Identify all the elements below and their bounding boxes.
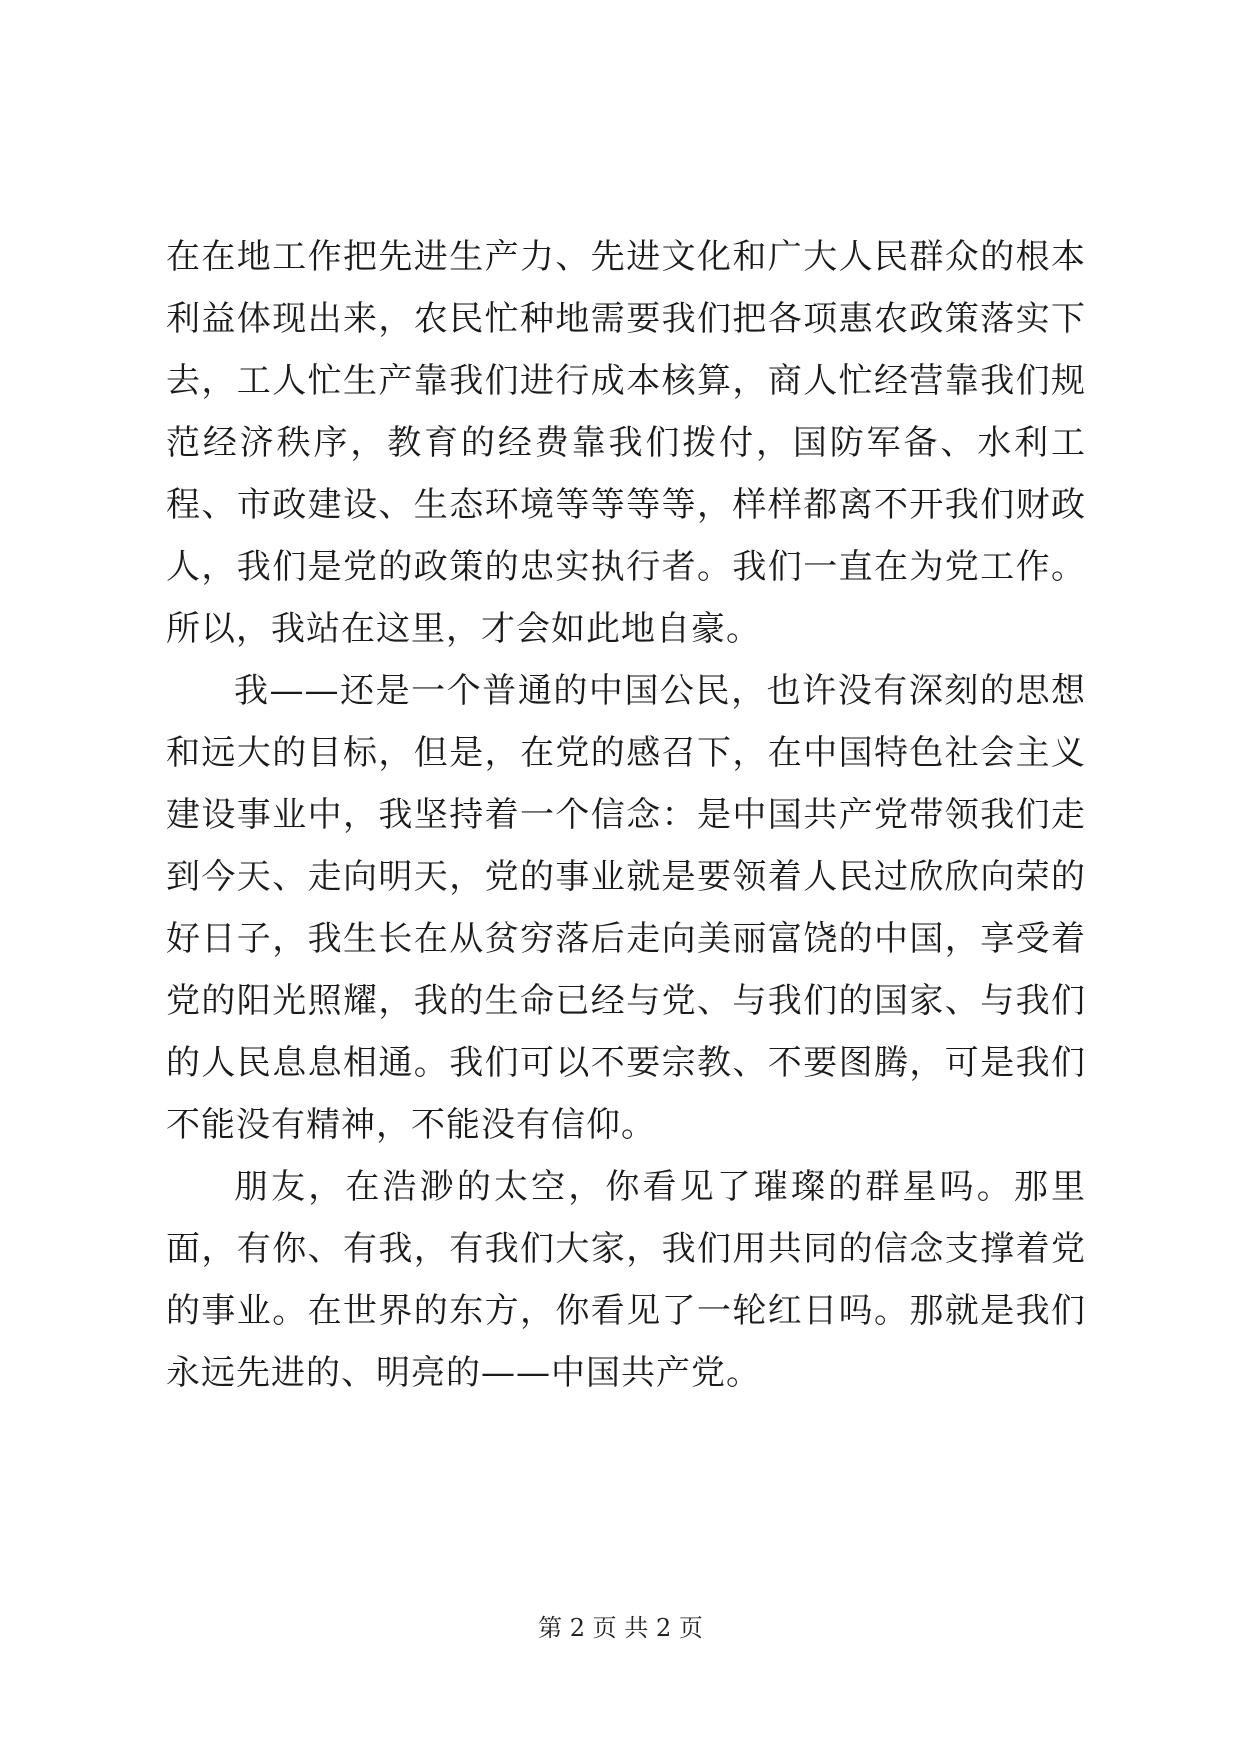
paragraph-continuation: 在在地工作把先进生产力、先进文化和广大人民群众的根本利益体现出来，农民忙种地需要我们把各项惠农政策落实下去，工人忙生产靠我们进行成本核算，商人忙经营靠我们规范经济秩序，教育的经费靠我们拨付，国防军备、水利工程、市政建设、生态环境等等等等，样样都离不开我们财政人，我们是党的政策的忠实执行者。我们一直在为党工作。所以，我站在这里，才会如此地自豪。 [166,237,1086,649]
paragraph-closing: 朋友，在浩渺的太空，你看见了璀璨的群星吗。那里面，有你、有我，有我们大家，我们用共同的信念支撑着党的事业。在世界的东方，你看见了一轮红日吗。那就是我们永远先进的、明亮的——中国共产党。 [166,1167,1086,1393]
document-body [166,226,1086,1404]
paragraph-belief: 我——还是一个普通的中国公民，也许没有深刻的思想和远大的目标，但是，在党的感召下，在中国特色社会主义建设事业中，我坚持着一个信念：是中国共产党带领我们走到今天、走向明天，党的事业就是要领着人民过欣欣向荣的好日子，我生长在从贫穷落后走向美丽富饶的中国，享受着党的阳光照耀，我的生命已经与党、与我们的国家、与我们的人民息息相通。我们可以不要宗教、不要图腾，可是我们不能没有精神，不能没有信仰。 [166,671,1086,1145]
page-footer: 第 2 页 共 2 页 [538,1614,703,1642]
